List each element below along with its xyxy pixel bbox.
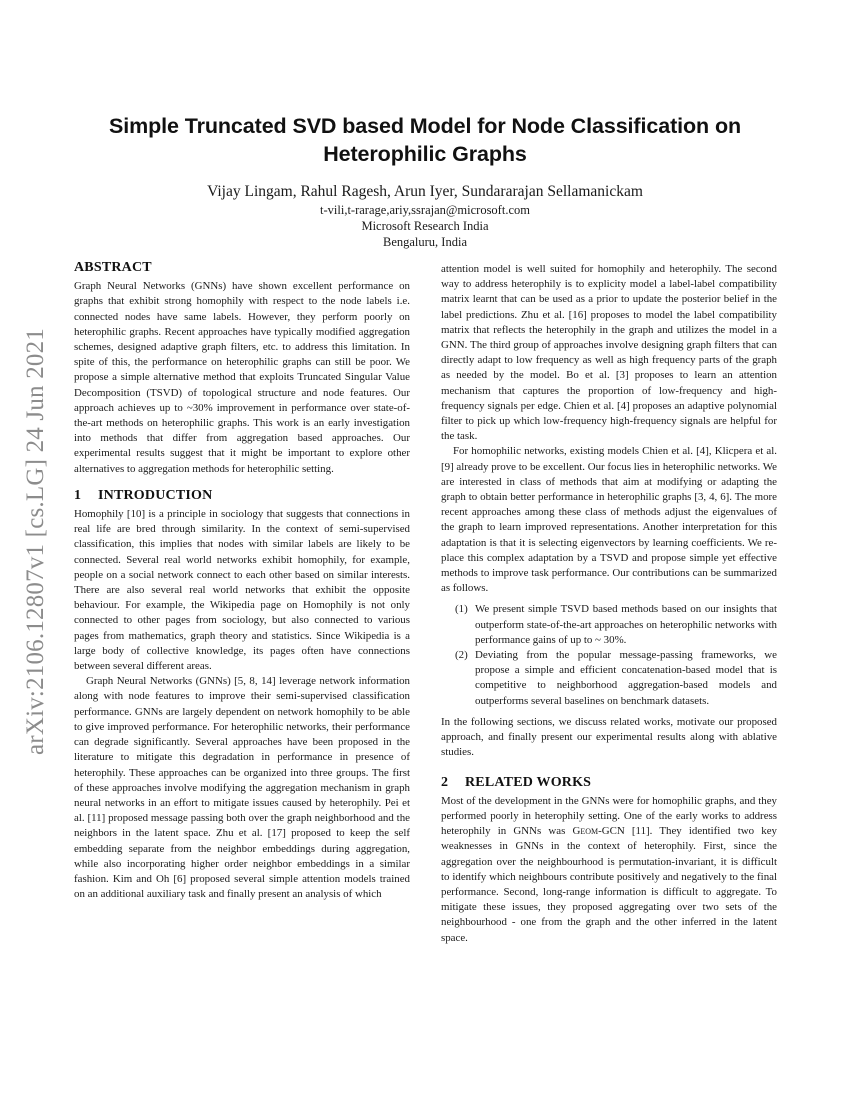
intro-closing-paragraph: In the following sections, we discuss related works, motivate our proposed approach, and finally present our experimental results along with ablative studies. [441, 715, 777, 759]
related-works-heading [441, 775, 777, 790]
related-works-text: Most of the development in the GNNs were for homophilic graphs, and they performed poorly in heterophily setting. One of the early works to address heterophily in GNNs was [441, 794, 777, 838]
intro-paragraph-3: For homophilic networks, existing models Chien et al. [4], Klicpera et al. [9] already prove to be excellent. Our focus lies in heterophilic networks. We are interested in class of methods that aim at modifying or adapting the graph to obtain better performance in heterophilic graphs [3, 4, 6]. The more recent approaches among these class of methods adjust the eigenvalues of the graph to learn improved representations. Another interpretation for this adaptation is that it is selecting eigenvectors by learning coefficients. We replace this complex adaptation by a TSVD and propose simple yet effective methods to improve task performance. Our contributions can be summarized as follows. [441, 445, 777, 595]
list-marker: (2) [455, 649, 468, 662]
author-list: Vijay Lingam, Rahul Ragesh, Arun Iyer, Sundararajan Sellamanickam [207, 183, 643, 200]
list-marker: (1) [455, 603, 468, 616]
location: Bengaluru, India [382, 235, 467, 249]
introduction-heading [74, 488, 410, 503]
contribution-text: We present simple TSVD based methods based on our insights that outperform state-of-the-art approaches on heterophilic networks with performance gains of up to ~ 30%. [475, 603, 777, 646]
author-emails: t-vili,t-rarage,ariy,ssrajan@microsoft.com [320, 203, 530, 217]
right-column [441, 262, 777, 946]
section-number: 2 [441, 774, 449, 790]
contributions-list [441, 602, 777, 708]
related-works-text-cont: -GCN [11]. They identified two key weaknesses in GNNs in the context of heterophily. First, since the aggregation over the neighbourhood is permutation-invariant, it is difficult to identify which neighbours contribute positively and negatively to the final performance. Second, long-range information is difficult to aggregate. To mitigate these issues, they proposed aggregating over two sets of the neighbourhood - one from the graph and the other inferred in the latent space. [441, 825, 777, 944]
abstract-text: Graph Neural Networks (GNNs) have shown excellent performance on graphs that exhibit strong homophily with respect to the node labels i.e. connected nodes have same labels. However, they perform poorly on heterophilic graphs. Recent approaches have typically modified aggregation schemes, designed adaptive graph filters, etc. to address this limitation. In spite of this, the performance on heterophilic graphs can still be poor. We propose a simple alternative method that exploits Truncated Singular Value Decomposition (TSVD) of topological structure and node features. Our approach achieves up to ~30% improvement in performance over state-of-the-art methods on heterophilic graphs. This work is an early investigation into methods that differ from aggregation based approaches. Our experimental results suggest that it might be important to explore other alternatives to aggregation methods for heterophilic setting. [74, 280, 410, 475]
section-number: 1 [74, 487, 82, 503]
abstract-heading: ABSTRACT [74, 260, 152, 275]
geom-gcn-name: Geom [572, 825, 599, 838]
contribution-item [441, 648, 777, 709]
arxiv-identifier-stamp: arXiv:2106.12807v1 [cs.LG] 24 Jun 2021 [22, 328, 49, 755]
left-column [74, 260, 410, 902]
intro-paragraph-2-continued: attention model is well suited for homophily and heterophily. The second way to address heterophily is to explicity model a label-label compatibility matrix learnt that can be used as a prior to update the posterior belief in the label predictions. Zhu et al. [16] proposes to model the label compatibility matrix that reflects the heterophily in the graph and utilizes the model in a GNN. The third group of approaches involve designing graph filters that can directly adapt to low frequency as well as high frequency parts of the graph as needed by the model. Bo et al. [3] proposes to learn an attention mechanism that captures the proportion of low-frequency and high-frequency signals per edge. Chien et al. [4] proposes an adaptive polynomial filter to pick up which low-frequency high-frequency signals are helpful for the task. [441, 263, 777, 443]
intro-paragraph-2: Graph Neural Networks (GNNs) [5, 8, 14] leverage network information along with node features to improve their semi-supervised classification performance. GNNs are largely dependent on network homophily to be able to give improved performance. For heterophilic networks, their performance can degrade significantly. Several approaches have been proposed in the literature to mitigate this degradation in performance in presence of heterophily. These approaches can be organized into three groups. The first of these approaches involve modifying the aggregation mechanism in graph neural networks in an effort to mitigate issues caused by heterophily. Pei et al. [11] proposed message passing both over the graph neighborhood and the neighbors in the latent space. Zhu et al. [17] proposed to keep the self embedding separate from the neighbor embeddings during aggregation, while also incorporating higher order neighbor embeddings in a similar fashion. Kim and Oh [6] proposed several simple attention models trained on an additional auxiliary task and finally present an analysis of which [74, 675, 410, 901]
related-works-paragraph [441, 794, 777, 946]
contribution-item [441, 602, 777, 648]
section-title: RELATED WORKS [465, 774, 592, 790]
institution: Microsoft Research India [361, 219, 489, 233]
contribution-text: Deviating from the popular message-passing frameworks, we propose a simple and efficient concatenation-based model that is competitive to neighborhood aggregation-based models and outperforms several baselines on benchmark datasets. [475, 649, 777, 707]
section-title: INTRODUCTION [98, 487, 213, 503]
intro-paragraph-1: Homophily [10] is a principle in sociology that suggests that connections in real life are bred through similarity. In the context of semi-supervised classification, this implies that nodes with similar labels are likely to be connected. Several real world networks exhibit homophily, for example, people on a social network connect to each other based on similar interests. There are also several real world networks that exhibit the opposite behaviour. For example, the Wikipedia page on Homophily is not only connected to other pages from sociology, but also connected to various pages from mathematics, graph theory and statistics. Since Wikipedia is a large body of collective knowledge, its pages often have connections between several different areas. [74, 508, 410, 673]
paper-title: Simple Truncated SVD based Model for Node Classification on Heterophilic Graphs [108, 114, 742, 166]
